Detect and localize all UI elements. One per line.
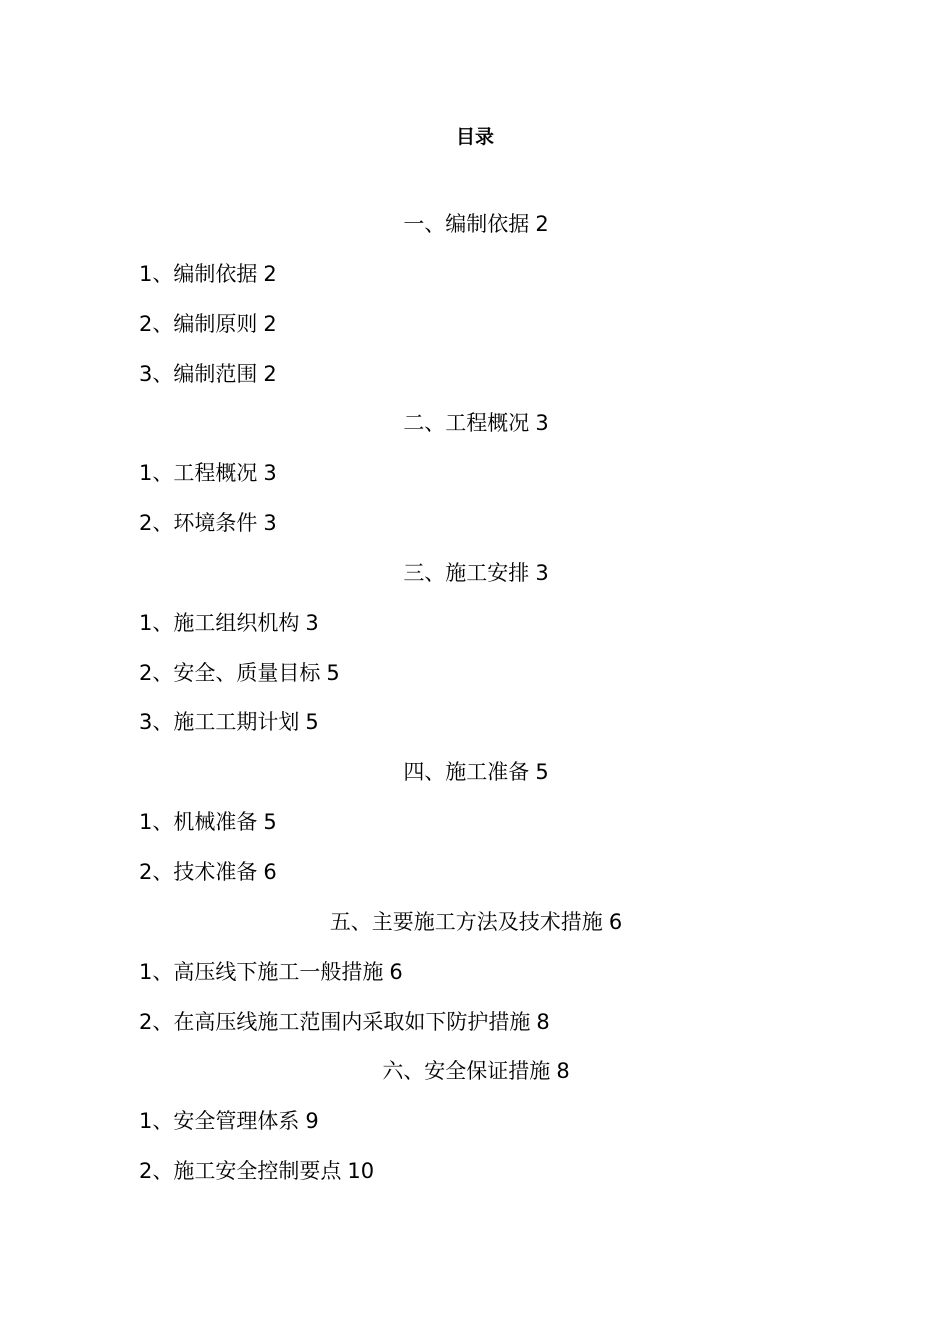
- toc-section-entry[interactable]: [0, 1056, 950, 1106]
- toc-section-entry[interactable]: [0, 757, 950, 807]
- toc-item-entry[interactable]: [0, 857, 950, 907]
- toc-entry-page-number: 2: [263, 361, 277, 386]
- toc-entry-label: 1、高压线下施工一般措施: [139, 959, 384, 984]
- toc-entry-label: 三、施工安排: [403, 560, 530, 585]
- toc-entry-page-number: 9: [305, 1109, 319, 1134]
- toc-entry-page-number: 5: [263, 810, 277, 835]
- toc-entry-label: 2、安全、质量目标: [139, 660, 321, 685]
- table-of-contents: [0, 209, 950, 1206]
- toc-item-entry[interactable]: [0, 658, 950, 708]
- toc-entry-page-number: 3: [263, 511, 277, 536]
- toc-item-entry[interactable]: [0, 259, 950, 309]
- toc-entry-label: 2、环境条件: [139, 511, 258, 536]
- toc-entry-page-number: 3: [535, 411, 549, 436]
- toc-entry-label: 2、技术准备: [139, 859, 258, 884]
- toc-entry-page-number: 5: [326, 660, 340, 685]
- toc-item-entry[interactable]: [0, 359, 950, 409]
- toc-entry-label: 3、施工工期计划: [139, 710, 300, 735]
- toc-entry-label: 1、编制依据: [139, 261, 258, 286]
- toc-item-entry[interactable]: [0, 807, 950, 857]
- toc-entry-label: 二、工程概况: [403, 411, 530, 436]
- toc-section-entry[interactable]: [0, 209, 950, 259]
- toc-entry-label: 2、编制原则: [139, 311, 258, 336]
- toc-entry-label: 一、编制依据: [403, 212, 530, 236]
- toc-entry-page-number: 2: [535, 212, 549, 236]
- toc-entry-page-number: 3: [263, 461, 277, 486]
- toc-entry-page-number: 3: [535, 560, 549, 585]
- toc-entry-page-number: 8: [536, 1009, 550, 1034]
- toc-item-entry[interactable]: [0, 458, 950, 508]
- toc-item-entry[interactable]: [0, 309, 950, 359]
- toc-entry-label: 1、施工组织机构: [139, 610, 300, 635]
- toc-entry-page-number: 5: [535, 760, 549, 785]
- toc-section-entry[interactable]: [0, 558, 950, 608]
- toc-item-entry[interactable]: [0, 508, 950, 558]
- toc-entry-page-number: 5: [305, 710, 319, 735]
- toc-entry-label: 1、安全管理体系: [139, 1109, 300, 1134]
- toc-entry-page-number: 2: [263, 311, 277, 336]
- toc-entry-label: 3、编制范围: [139, 361, 258, 386]
- page-title: 目录: [455, 126, 494, 148]
- toc-entry-page-number: 10: [347, 1159, 375, 1184]
- toc-item-entry[interactable]: [0, 1156, 950, 1206]
- toc-entry-label: 1、工程概况: [139, 461, 258, 486]
- toc-entry-label: 五、主要施工方法及技术措施: [329, 909, 603, 934]
- toc-section-entry[interactable]: [0, 907, 950, 957]
- toc-entry-page-number: 6: [263, 859, 277, 884]
- toc-entry-page-number: 2: [263, 261, 277, 286]
- toc-entry-label: 四、施工准备: [403, 760, 530, 785]
- toc-entry-page-number: 6: [389, 959, 403, 984]
- toc-entry-label: 1、机械准备: [139, 810, 258, 835]
- toc-entry-label: 2、施工安全控制要点: [139, 1159, 342, 1184]
- toc-item-entry[interactable]: [0, 957, 950, 1007]
- toc-entry-page-number: 8: [556, 1059, 570, 1084]
- toc-item-entry[interactable]: [0, 1007, 950, 1057]
- toc-section-entry[interactable]: [0, 408, 950, 458]
- toc-item-entry[interactable]: [0, 608, 950, 658]
- toc-item-entry[interactable]: [0, 707, 950, 757]
- toc-entry-label: 2、在高压线施工范围内采取如下防护措施: [139, 1009, 531, 1034]
- toc-item-entry[interactable]: [0, 1106, 950, 1156]
- toc-entry-label: 六、安全保证措施: [382, 1059, 551, 1084]
- toc-entry-page-number: 6: [608, 909, 623, 934]
- toc-entry-page-number: 3: [305, 610, 319, 635]
